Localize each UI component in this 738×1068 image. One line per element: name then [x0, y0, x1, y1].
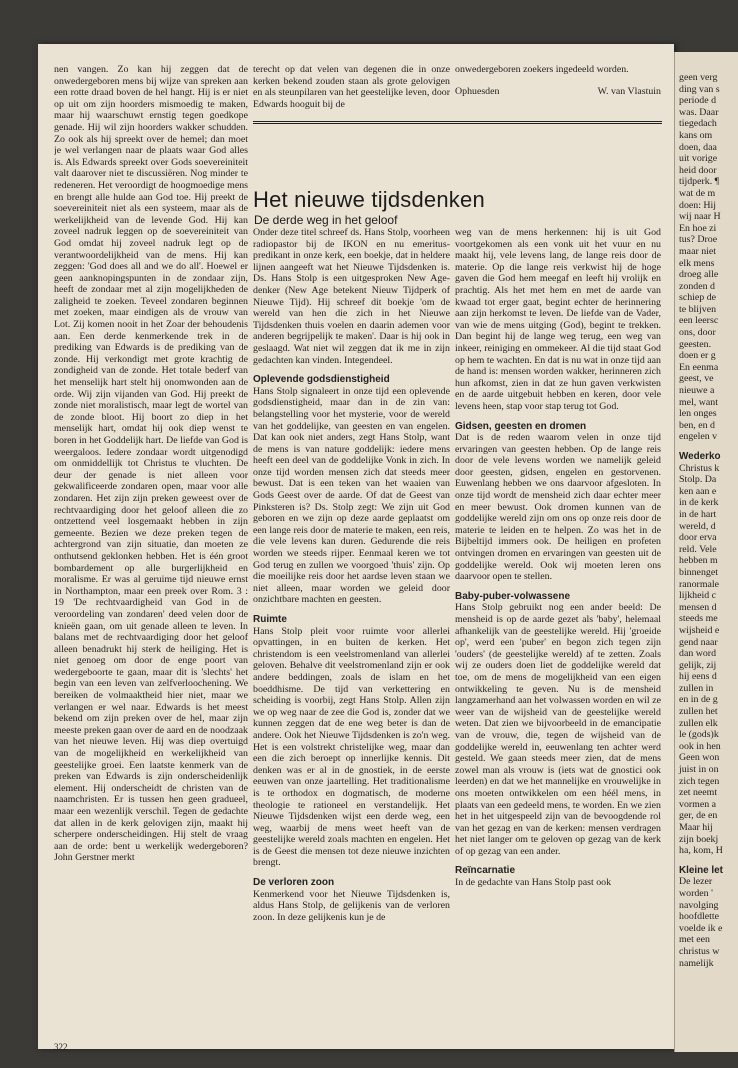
column-3-top	[455, 64, 661, 144]
side-line: zich tegen	[679, 775, 720, 787]
side-line: gend naar	[679, 636, 718, 648]
side-line: En hoe zi	[679, 222, 717, 234]
side-line: En eenma	[679, 361, 719, 373]
side-line: binnenget	[679, 566, 718, 578]
side-line: ranormale	[679, 578, 720, 590]
side-line: len onges	[679, 408, 717, 420]
side-line: le (gods)k	[679, 729, 719, 741]
paragraph: Kenmerkend voor het Nieuwe Tijdsdenken is, aldus Hans Stolp, de gelijkenis van de verloren zoon. In deze gelijkenis kun je de	[253, 888, 450, 923]
column-3-top-text: onwedergeboren zoekers ingedeeld worden.	[455, 64, 629, 75]
side-line: hebben m	[679, 555, 718, 567]
side-line: in de kerk	[679, 497, 719, 509]
side-line: periode d	[679, 95, 717, 107]
side-line: kans om	[679, 129, 713, 141]
side-line: ons, door	[679, 327, 716, 339]
section-divider-2	[253, 123, 662, 124]
section-divider	[253, 121, 662, 122]
side-line: wijsheid e	[679, 624, 720, 636]
side-line: lijkheid c	[679, 590, 717, 602]
section-heading: Ruimte	[253, 614, 287, 625]
adjacent-page	[674, 52, 738, 1052]
side-line: geesten.	[679, 338, 712, 350]
side-line: ha, kom, H	[679, 845, 723, 857]
section-heading: Oplevende godsdienstigheid	[253, 374, 390, 386]
side-line: voelde ik e	[679, 922, 723, 934]
paragraph: Hans Stolp gebruikt nog een ander beeld: De mensheid is op de aarde gezet als 'baby', helemaal afhankelijk van de geestelijke wereld. Hij 'groeide op', werd een 'puber' en begon zich tegen zijn 'ouders' (de geestelijke wereld) af te zetten. Zoals wij ze ouders doen liet de goddelijke wereld dat toe, om de mens de mogelijkheid van een eigen ontwikkeling te geven. Nu is de mensheid langzamerhand aan het volwassen worden en wil ze weer van de wijsheid van de geestelijke wereld weten. Dat zien we bijvoorbeeld in de emancipatie van de vrouw, die, tegen de wijsheid van de goddelijke wereld in, eeuwenlang ten achter werd gesteld. We gaan steeds meer zien, dat de mens zowel man als vrouw is (iets wat de gnostici ook leerden) en dat we het mannelijke en vrouwelijke in ons moeten ontwikkelen om een héél mens, in plaats van een gedeeld mens, te worden. En we zien het in het uitgespeeld zijn van de bevoogdende rol van het gezag en van de kerken: mensen verdragen het niet langer om te geloven op gezag van de kerk of op gezag van een ander.	[455, 602, 661, 857]
side-line: Stolp. Da	[679, 474, 717, 486]
side-line: te blijven	[679, 303, 717, 315]
side-line: wereld, d	[679, 520, 716, 532]
page-number: 322	[54, 1042, 68, 1052]
section-heading: Baby-puber-volwassene	[455, 590, 571, 602]
side-line: Maar hij	[679, 822, 713, 833]
side-line: navolging	[679, 899, 719, 911]
side-line: worden '	[679, 887, 713, 899]
side-line: mensen d	[679, 601, 717, 613]
side-line: engelen v	[679, 431, 718, 443]
paragraph: weg van de mens herkennen: hij is uit God voortgekomen als een vonk uit het vuur en nu maakt hij, vele levens lang, de lange reis door de materie. Op die lange reis verkwist hij de hoge gaven die God hem meegaf en leeft hij vrolijk en prachtig. Als het met hem en met de aarde van kwaad tot erger gaat, begint echter de herinnering aan zijn herkomst te leven. De liefde van de Vader, van wie de mens uitging (God), begint te trekken. Dan begint hij de lange weg terug, een weg van inkeer, reiniging en ommekeer. Al die tijd staat God op hem te wachten. En dat is nu wat in onze tijd aan de hand is: mensen worden wakker, herinneren zich hun afkomst, zien in dat ze hun gaven verkwisten en de aarde uitgebuit hebben en keren, door vele levens heen, stap voor stap terug tot God.	[455, 227, 661, 412]
side-line: ben, en d	[679, 419, 715, 431]
side-line: geen verg	[679, 72, 718, 83]
side-line: en in de g	[679, 694, 718, 706]
side-line: mel, want	[679, 396, 718, 408]
side-line: dan word	[679, 648, 717, 660]
adjacent-page-text	[679, 72, 738, 969]
side-line: juist in on	[679, 764, 719, 776]
side-line: schiep de	[679, 292, 717, 304]
side-line: droeg alle	[679, 269, 719, 281]
side-line: zet neemt	[679, 787, 718, 799]
paragraph: In de gedachte van Hans Stolp past ook	[455, 877, 612, 889]
side-line: gelijk, zij	[679, 659, 717, 671]
side-line: zullen elk	[679, 717, 718, 729]
side-heading: Wederko	[679, 451, 721, 462]
paragraph: Onder deze titel schreef ds. Hans Stolp, voorheen radiopastor bij de IKON en nu emeritus-predikant in onze kerk, een boekje, dat in heldere lijnen aangeeft wat het Nieuwe Tijdsdenken is. Ds. Hans Stolp is een uitgesproken New Age-denker (New Age betekent Nieuw Tijdperk of Nieuwe Tijd). Hij schreef dit boekje 'om de wereld van hen die zich in het Nieuwe Tijdsdenken thuis voelen en daarin ademen voor anderen begrijpelijk te maken'. Daar is hij ook in geslaagd. Wat niet wil zeggen dat ik me in zijn gedachten kan vinden. Integendeel.	[253, 227, 450, 366]
side-line: geest, ve	[679, 373, 714, 385]
magazine-page	[38, 44, 674, 1052]
side-line: zijn boekj	[679, 833, 719, 845]
side-line: vormen a	[679, 798, 717, 810]
side-line: elk mens	[679, 257, 715, 269]
side-line: heid door	[679, 164, 717, 176]
column-2-top	[253, 64, 450, 119]
side-line: hij eens d	[679, 671, 717, 683]
side-line: doen er g	[679, 350, 716, 362]
side-line: ding van s	[679, 83, 720, 95]
paragraph: Hans Stolp pleit voor ruimte voor allerlei opvattingen, in en buiten de kerken. Het christendom is een veelstromenland van allerlei geloven. Behalve dit veelstromenland zijn er ook andere beddingen, zoals de islam en het boeddhisme. De tijd van verkettering en scheiding is voorbij, zegt Hans Stolp. Allen zijn we op weg naar de zee die God is, zonder dat we kunnen zeggen dat de ene weg beter is dan de andere. Ook het Nieuwe Tijdsdenken is zo'n weg. Het is een volstrekt christelijke weg, maar dan een die zich beroept op innerlijke kennis. Dit denken was er al in de gnostiek, in de eerste eeuwen van onze jaartelling. Het traditionalisme is te orthodox en dogmatisch, de moderne theologie te rationeel en verstandelijk. Het Nieuwe Tijdsdenken wijst een derde weg, een weg, waarbij de mens weet heeft van de geestelijke wereld zoals machten en engelen. Het is de Geest die mensen tot deze nieuwe inzichten brengt.	[253, 625, 450, 869]
column-1	[54, 64, 248, 1029]
side-heading: Kleine let	[679, 864, 723, 876]
side-line: reld. Vele	[679, 543, 717, 555]
side-line: tus? Droe	[679, 234, 718, 246]
side-line: tiegedach	[679, 118, 717, 130]
section-heading: De verloren zoon	[253, 877, 335, 889]
column-1-text: nen vangen. Zo kan hij zeggen dat de onwedergeboren mens bij wijze van spreken aan een rotte draad boven de hel hangt. Hij is er niet op uit om zijn hoorders mismoedig te maken, maar hij waarschuwt ernstig tegen goedkope genade. Hij wil zijn hoorders wakker schudden. Zo ook als hij spreekt over de hemel; dan moet je wel verlangen naar de plaats waar God alles is. Als Edwards spreekt over Gods soevereiniteit valt daarover niet te discussiëren. Nog minder te redeneren. Het veroordigt de hoogmoedige mens en brengt alle hulde aan God toe. Hij preekt de soevereiniteit niet als een systeem, maar als de werkelijkheid van de levende God. Hij kan zoveel nadruk leggen op de soevereiniteit van God omdat hij zoveel nadruk legt op de verantwoordelijkheid van de mens. Hij kan zeggen: 'God does all and we do all'. Hoewel er geen aanknopingspunten in de zondaar zijn, heeft de zondaar met al zijn mogelijkheden de zaligheid te zoeken. Teveel zondaren beginnen met zoeken, maar eindigen als de vrouw van Lot. Zij komen nooit in het Zoar der behoudenis aan. Een derde kenmerkende trek in de prediking van Edwards is de prediking van de zonde. Hij verkondigt met grote krachtig de zondigheid van de zonde. Het totale bederf van het menselijk hart stelt hij onomwonden aan de orde. Wij zijn vijanden van God. Hij preekt de zonde niet moralistisch, maar legt de wortel van de zonde bloot. Hij boort zo diep in het menselijk hart, omdat hij ook diep wenst te boren in het Goddelijk hart. De liefde van God is weergaloos. Iedere zondaar wordt uitgenodigd om onmiddellijk tot Christus te vluchten. De deur der genade is niet alleen voor gekwalificeerde zondaren open, maar voor alle zondaren. Het zijn zijn preken geweest over de rechtvaardiging door het geloof alleen die zo ontzettend veel losgemaakt hebben in zijn gemeente. Bezien we deze preken tegen de achtergrond van zijn situatie, dan moeten ze onthutsend geklonken hebben. Het is één groot bombardement op alle burgerlijkheid en moralisme. Er was al geruime tijd nieuwe ernst in Northampton, maar een preek over Rom. 3 : 19 'De rechtvaardigheid van God in de veroordeling van zondaren' deed velen door de knieën gaan, om uit genade alleen te leven. In balans met de rechtvaardiging door het geloof alleen benadrukt hij sterk de heiliging. Het is niet genoeg om door de enge poort van wedergeboorte te gaan, maar dit is 'slechts' het begin van een leven van zelfverloochening. We bereiken de volmaaktheid hier niet, maar we verlangen er wel naar. Edwards is het meest bekend om zijn preken over de hel, maar zijn meeste preken gaan over de aard en de noodzaak van het nieuwe leven. Hij was diep overtuigd van de mogelijkheid en werkelijkheid van geestelijke groei. Een laatste kenmerk van de preken van Edwards is zijn onderscheidenlijk element. Hij onderscheidt de christen van de naamchristen. Er is tussen hen geen gradueel, maar een wezenlijk verschil. Tegen de gedachte dat allen in de kerk gelovigen zijn, maakt hij scherpere onderscheidingen. Hij stelt de vraag aan de orde: bent u werkelijk wedergeboren? John Gerstner merkt	[54, 64, 248, 864]
side-line: was. Daar	[679, 106, 719, 118]
side-line: Christus k	[679, 462, 720, 474]
side-line: ger, de en	[679, 810, 718, 822]
paragraph: Dat is de reden waarom velen in onze tijd ervaringen van geesten hebben. Op de lange reis door de vele levens worden we namelijk geleid door geesten, gidsen, engelen en gestorvenen. Euwenlang hebben we ons daarvoor afgesloten. In onze tijd wordt de mensheid zich daar echter meer en meer bewust. Ook dromen kunnen van de goddelijke wereld zijn om ons op onze reis door de materie te leiden en te helpen. Zo was het in de Bijbeltijd immers ook. De heiligen en profeten ontvingen dromen en ervaringen van geesten uit de goddelijke wereld. Ook wij moeten leren ons daarvoor open te stellen.	[455, 432, 661, 583]
side-line: nieuwe a	[679, 385, 715, 397]
side-line: ken aan e	[679, 485, 717, 497]
side-line: wat de m	[679, 187, 716, 199]
side-line: wij naar H	[679, 211, 721, 223]
side-line: een leersc	[679, 315, 719, 327]
side-line: De lezer	[679, 876, 713, 888]
side-line: zullen het	[679, 706, 718, 718]
side-line: namelijk	[679, 957, 714, 969]
section-heading: Gidsen, geesten en dromen	[455, 420, 587, 432]
side-line: christus w	[679, 945, 720, 957]
side-line: door erva	[679, 532, 717, 544]
side-line: ook in hen	[679, 740, 721, 752]
signature-place: Ophuesden	[455, 85, 500, 97]
article-title: Het nieuwe tijdsdenken	[253, 187, 485, 212]
side-line: doen: Hij	[679, 199, 717, 211]
column-2-body	[253, 227, 450, 967]
side-line: zonden d	[679, 280, 715, 292]
side-line: met een	[679, 934, 710, 946]
side-line: uit vorige	[679, 153, 718, 165]
side-line: maar niet	[679, 245, 717, 257]
column-2-top-text: terecht op dat velen van degenen die in onze kerken bekend zouden staan als grote gelovigen en als steunpilaren van het geestelijke leven, door Edwards hooguit bij de	[253, 64, 450, 110]
article-subtitle: De derde weg in het geloof	[254, 213, 398, 227]
column-3-body	[455, 227, 661, 1027]
side-line: doen, daa	[679, 141, 717, 153]
section-heading: Reïncarnatie	[455, 865, 516, 877]
side-line: Geen won	[679, 752, 720, 764]
side-line: steeds me	[679, 613, 718, 625]
side-line: zullen in	[679, 682, 714, 694]
signature-name: W. van Vlastuin	[597, 85, 661, 97]
side-line: in de hart	[679, 508, 717, 520]
side-line: tijdperk. ¶	[679, 176, 720, 188]
paragraph: Hans Stolp signaleert in onze tijd een oplevende godsdienstigheid, maar dan in de zin van: belangstelling voor het mysterie, voor de wereld van het goddelijke, van geesten en van engelen. Dat kan ook niet anders, zegt Hans Stolp, want de mens is van nature goddelijk: iedere mens heeft een deel van de goddelijke Vonk in zich. In onze tijd worden mensen zich dat steeds meer bewust. Dat is een teken van het waaien van Gods Geest over de aarde. Of dat de Geest van Pinksteren is? Ds. Stolp zegt: We zijn uit God geboren en we zijn op deze aarde geplaatst om een lange reis door de materie te maken, een reis, die vele levens kan duren. Gedurende die reis worden we steeds rijper. Eenmaal keren we tot God terug en zullen we voorgoed 'thuis' zijn. Op die moeilijke reis door het aardse leven staan we niet alleen, maar worden we geleid door onzichtbare machten en geesten.	[253, 385, 450, 606]
signature	[455, 86, 661, 98]
side-line: hoofdlette	[679, 911, 720, 923]
